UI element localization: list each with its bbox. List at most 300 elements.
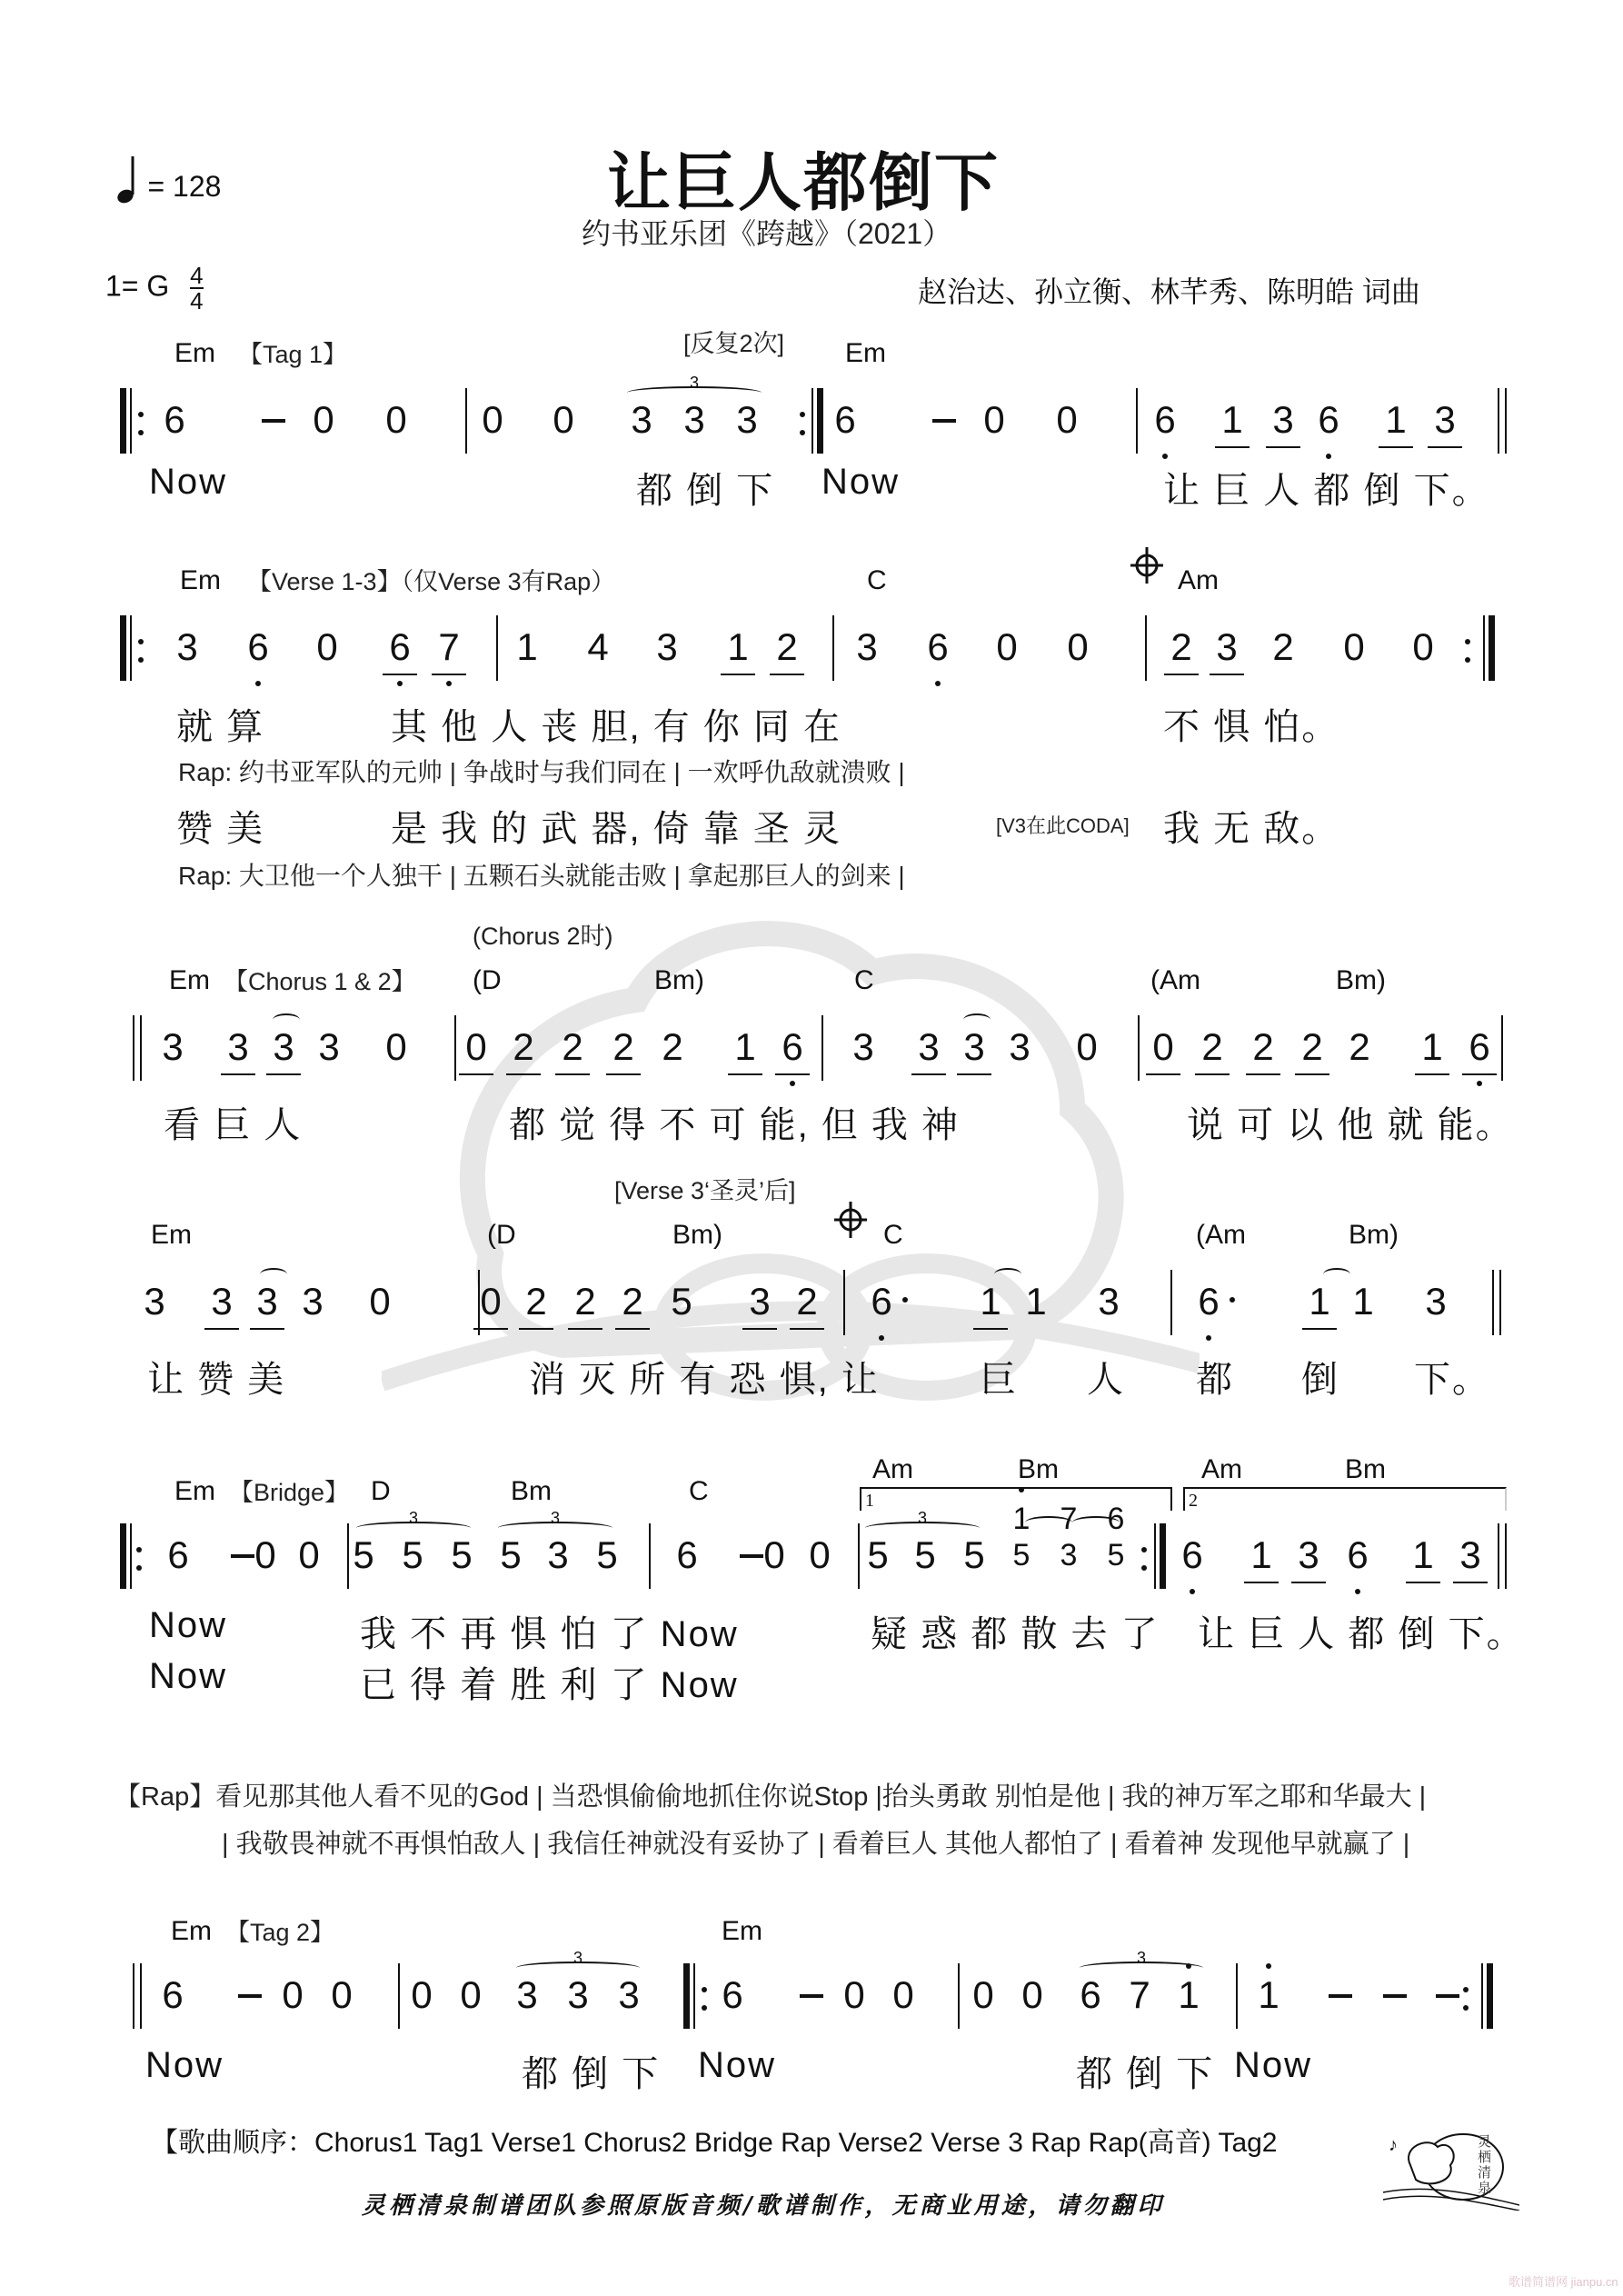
chord-label: Am — [1178, 565, 1219, 595]
lyric: Now — [149, 462, 228, 502]
repeat-dot-icon — [138, 639, 144, 644]
section-annotation: 【Verse 1-3】（仅Verse 3有Rap） — [247, 568, 616, 595]
note: 6 — [924, 624, 951, 670]
bar-line — [130, 1523, 132, 1589]
chord-label: C — [883, 1220, 903, 1250]
note: 3 — [1425, 1280, 1447, 1323]
tuplet-label: 3 — [1137, 1949, 1147, 1967]
lyric: 我 不 再 惧 怕 了 Now — [360, 1614, 739, 1654]
lyric: Now — [149, 1656, 228, 1696]
note: 1 — [1382, 397, 1409, 443]
note: 3 — [302, 1280, 324, 1323]
note: 3 — [144, 1280, 165, 1323]
lyric: 已 得 着 胜 利 了 Now — [360, 1665, 739, 1705]
eighth-underline — [742, 1328, 777, 1330]
tempo-value: = 128 — [147, 170, 222, 203]
note: 1 — [1175, 1972, 1202, 2018]
slur-icon — [1072, 1516, 1120, 1529]
lyric: 人 — [1087, 1360, 1125, 1400]
eighth-underline — [1406, 1582, 1440, 1583]
note: 0 — [282, 1973, 304, 2016]
bar-line — [1154, 1523, 1156, 1589]
repeat-dot-icon — [136, 1547, 142, 1552]
bar-line — [817, 388, 823, 454]
bar-line — [478, 1270, 480, 1335]
key-signature — [105, 264, 204, 313]
sustain-dash — [1329, 1994, 1352, 1998]
time-signature: $\frac{4}{4}$ — [190, 262, 204, 314]
eighth-underline — [506, 1073, 541, 1075]
note: 0 — [482, 398, 503, 441]
eighth-underline — [1215, 446, 1250, 448]
eighth-underline — [1244, 1582, 1279, 1583]
note: 1 — [977, 1279, 1004, 1324]
low-octave-dot — [1206, 1335, 1211, 1341]
note: 0 — [313, 398, 334, 441]
upper-voice-note: 6 — [1107, 1502, 1125, 1536]
eighth-underline — [721, 674, 755, 675]
slur-icon — [994, 1268, 1021, 1281]
note: 0 — [763, 1533, 785, 1576]
bar-line — [858, 1523, 860, 1589]
bar-line — [812, 388, 813, 454]
repeat-dot-icon — [702, 2005, 707, 2011]
note: 3 — [656, 625, 678, 668]
lyric: Now — [1234, 2045, 1313, 2085]
section-annotation: [反复2次] — [683, 330, 785, 357]
bar-line — [140, 1963, 142, 2029]
chord-label: (Am — [1150, 965, 1200, 995]
bar-line — [1138, 1015, 1140, 1081]
note: 5 — [353, 1533, 374, 1576]
low-octave-dot — [790, 1081, 795, 1086]
lyric: Now — [821, 462, 901, 502]
note: 2 — [1299, 1024, 1326, 1070]
repeat-dot-icon — [138, 430, 144, 435]
chord-label: Bm — [511, 1476, 552, 1506]
repeat-dot-icon — [800, 430, 805, 435]
upper-voice-note: 7 — [1060, 1502, 1078, 1536]
note: 3 — [1009, 1025, 1031, 1068]
note: 1 — [1352, 1280, 1374, 1323]
note: 2 — [773, 624, 801, 670]
bar-line — [1492, 1270, 1494, 1335]
bar-line — [1505, 388, 1507, 454]
note: 6 — [1315, 397, 1342, 443]
composers: 赵治达、孙立衡、林芊秀、陈明皓 词曲 — [918, 275, 1420, 308]
note: 0 — [1150, 1024, 1177, 1070]
eighth-underline — [606, 1073, 641, 1075]
note: 6 — [1195, 1279, 1222, 1324]
sustain-dash — [932, 419, 956, 423]
chord-label: (D — [487, 1220, 516, 1250]
note: 6 — [722, 1973, 743, 2016]
bar-line — [1501, 1015, 1503, 1081]
eighth-underline — [1462, 1073, 1497, 1075]
sustain-dash — [800, 1994, 823, 1998]
bar-line — [130, 388, 132, 454]
low-octave-dot — [1162, 454, 1168, 459]
tuplet-label: 3 — [690, 374, 700, 392]
note: 6 — [834, 398, 856, 441]
dotted-note-dot — [1230, 1297, 1235, 1303]
note: 0 — [254, 1533, 276, 1576]
note: 1 — [1219, 397, 1246, 443]
note: 3 — [270, 1024, 297, 1070]
note: 2 — [559, 1024, 586, 1070]
eighth-underline — [1210, 674, 1244, 675]
low-octave-dot — [397, 681, 403, 686]
repeat-dot-icon — [1141, 1565, 1147, 1571]
note: 3 — [516, 1973, 538, 2016]
eighth-underline — [1266, 446, 1300, 448]
repeat-dot-icon — [138, 412, 144, 417]
bar-line — [683, 1963, 690, 2029]
eighth-underline — [519, 1328, 553, 1330]
note: 3 — [162, 1025, 184, 1068]
note: 3 — [567, 1973, 589, 2016]
logo-text: 灵栖清泉 — [1478, 2134, 1492, 2196]
first-ending-label: 1 — [865, 1491, 874, 1511]
note: 1 — [1248, 1532, 1275, 1578]
song-order: 【歌曲顺序：Chorus1 Tag1 Verse1 Chorus2 Bridge Rap Verse2 Verse 3 Rap Rap(高音) Tag2 — [151, 2128, 1278, 2158]
chord-label: Bm) — [672, 1220, 722, 1250]
note: 2 — [1349, 1025, 1370, 1068]
lyric: Now — [145, 2045, 224, 2085]
note: 2 — [610, 1024, 637, 1070]
low-octave-dot — [1355, 1589, 1360, 1594]
eighth-underline — [383, 674, 417, 675]
note: 5 — [671, 1280, 692, 1323]
eighth-underline — [1379, 446, 1413, 448]
lyric: Now — [698, 2045, 777, 2085]
eighth-underline — [221, 1073, 255, 1075]
lyric: 都 倒 下 — [1076, 2054, 1215, 2094]
chord-label: Am — [872, 1454, 913, 1484]
chord-label: C — [854, 965, 874, 995]
chord-label: C — [689, 1476, 709, 1506]
note: 6 — [1179, 1532, 1206, 1578]
rap-lyric: Rap: 约书亚军队的元帅 | 争战时与我们同在 | 一欢呼仇敌就溃败 | — [178, 758, 905, 786]
note: 1 — [724, 624, 752, 670]
bar-line — [1487, 1963, 1493, 2029]
note: 0 — [1021, 1973, 1043, 2016]
lyric: 都 倒 下 — [522, 2054, 661, 2094]
bar-line — [398, 1963, 400, 2029]
chord-label: Em — [171, 1916, 212, 1946]
lyric: 让 巨 人 都 倒 下。 — [1198, 1614, 1525, 1654]
lyric: 疑 惑 都 散 去 了 — [871, 1614, 1160, 1654]
note: 0 — [385, 398, 407, 441]
note: 2 — [510, 1024, 537, 1070]
eighth-underline — [1146, 1073, 1180, 1075]
bar-line — [1498, 1523, 1499, 1589]
eighth-underline — [1415, 1073, 1449, 1075]
note: 6 — [162, 1973, 184, 2016]
lyric: 不 惧 怕。 — [1163, 707, 1340, 747]
note: 2 — [1272, 625, 1294, 668]
note: 5 — [963, 1533, 985, 1576]
lyric: 就 算 — [176, 707, 265, 747]
eighth-underline — [775, 1073, 810, 1075]
eighth-underline — [1164, 674, 1199, 675]
lyric: 都 觉 得 不 可 能, 但 我 神 — [509, 1105, 961, 1145]
note: 3 — [224, 1024, 252, 1070]
chord-label: Bm) — [654, 965, 704, 995]
key-label: 1= G — [105, 269, 170, 303]
high-octave-dot — [1266, 1963, 1271, 1969]
bar-line — [1170, 1270, 1172, 1335]
note: 6 — [244, 624, 272, 670]
note: 3 — [176, 625, 198, 668]
lyric: 其 他 人 丧 胆, 有 你 同 在 — [391, 707, 842, 747]
section-annotation: 【Tag 1】 — [238, 341, 348, 368]
song-subtitle: 约书亚乐团《跨越》（2021） — [582, 217, 952, 250]
lyric: 说 可 以 他 就 能。 — [1187, 1105, 1514, 1145]
note: 3 — [1098, 1280, 1120, 1323]
eighth-underline — [790, 1328, 824, 1330]
slur-icon — [260, 1268, 287, 1281]
lyric: 是 我 的 武 器, 倚 靠 圣 灵 — [391, 809, 842, 849]
note: 6 — [386, 624, 413, 670]
tempo-marking — [115, 155, 221, 204]
note: 0 — [809, 1533, 831, 1576]
eighth-underline — [1291, 1582, 1326, 1583]
note: 2 — [1168, 624, 1195, 670]
chord-label: Am — [1201, 1454, 1242, 1484]
repeat-dot-icon — [1141, 1547, 1147, 1552]
note: 5 — [402, 1533, 423, 1576]
sustain-dash — [1383, 1994, 1407, 1998]
note: 2 — [523, 1279, 550, 1324]
bar-line — [454, 1015, 456, 1081]
note: 0 — [385, 1025, 407, 1068]
eighth-underline — [432, 674, 466, 675]
note: 5 — [1107, 1538, 1125, 1572]
eighth-underline — [1195, 1073, 1230, 1075]
bar-line — [1236, 1963, 1238, 2029]
note: 0 — [369, 1280, 391, 1323]
note: 0 — [996, 625, 1018, 668]
note: 1 — [1025, 1280, 1047, 1323]
note: 7 — [1129, 1973, 1150, 2016]
low-octave-dot — [446, 681, 452, 686]
bar-line — [832, 615, 834, 681]
repeat-dot-icon — [800, 412, 805, 417]
eighth-underline — [957, 1073, 991, 1075]
bar-line — [1505, 1523, 1507, 1589]
note: 6 — [779, 1024, 806, 1070]
lyric: 赞 美 — [176, 809, 265, 849]
eighth-underline — [459, 1073, 493, 1075]
lyric: 让 赞 美 — [147, 1360, 286, 1400]
lyric: 消 灭 所 有 恐 惧, 让 — [529, 1360, 880, 1400]
repeat-dot-icon — [138, 657, 144, 663]
chord-label: Bm — [1018, 1454, 1059, 1484]
chord-label: Em — [174, 1476, 215, 1506]
note: 1 — [1255, 1972, 1282, 2018]
chord-label: Bm) — [1336, 965, 1386, 995]
sustain-dash — [1436, 1994, 1459, 1998]
slur-icon — [1323, 1268, 1350, 1281]
eighth-underline — [973, 1328, 1008, 1330]
sustain-dash — [238, 1994, 262, 1998]
copyright-note: 灵栖清泉制谱团队参照原版音频/歌谱制作，无商业用途，请勿翻印 — [362, 2192, 1165, 2220]
low-octave-dot — [1190, 1589, 1195, 1594]
bar-line — [1489, 615, 1495, 681]
note: 0 — [1056, 398, 1078, 441]
note: 3 — [1457, 1532, 1484, 1578]
chord-label: (D — [473, 965, 502, 995]
low-octave-dot — [1477, 1081, 1482, 1086]
upper-voice-note: 1 — [1008, 1496, 1035, 1542]
bar-line — [1498, 388, 1499, 454]
slur-icon — [963, 1013, 991, 1026]
site-watermark: 歌谱简谱网 jianpu.cn — [1508, 2275, 1618, 2289]
note: 2 — [793, 1279, 821, 1324]
note: 3 — [746, 1279, 773, 1324]
note: 0 — [316, 625, 338, 668]
bar-line — [843, 1270, 845, 1335]
bar-line — [1499, 1270, 1501, 1335]
note: 3 — [631, 398, 652, 441]
tuplet-label: 3 — [551, 1509, 561, 1527]
note: 6 — [1151, 397, 1179, 443]
chord-label: Em — [151, 1220, 192, 1250]
lyric: 我 无 敌。 — [1163, 809, 1340, 849]
tuplet-label: 3 — [573, 1949, 583, 1967]
note: 1 — [732, 1024, 759, 1070]
lingqi-logo — [1383, 2129, 1519, 2211]
eighth-underline — [770, 674, 804, 675]
note: 5 — [500, 1533, 522, 1576]
note: 5 — [451, 1533, 473, 1576]
note: 3 — [618, 1973, 640, 2016]
sheep-logo-icon — [1383, 2129, 1519, 2211]
note: 3 — [208, 1279, 235, 1324]
note: 2 — [1250, 1024, 1277, 1070]
repeat-dot-icon — [1465, 639, 1470, 644]
eighth-underline — [1428, 446, 1462, 448]
section-annotation: 【Chorus 1 & 2】 — [224, 968, 416, 995]
note: 0 — [477, 1279, 504, 1324]
note: 2 — [572, 1279, 599, 1324]
note: 1 — [1409, 1532, 1437, 1578]
bar-line — [821, 1015, 823, 1081]
note: 0 — [983, 398, 1005, 441]
rap-lyric: Rap: 大卫他一个人独干 | 五颗石头就能击败 | 拿起那巨人的剑来 | — [178, 862, 905, 890]
note: 3 — [961, 1024, 988, 1070]
note: 3 — [915, 1024, 942, 1070]
note: 0 — [892, 1973, 914, 2016]
note: 2 — [1199, 1024, 1226, 1070]
note: 5 — [596, 1533, 618, 1576]
note: 5 — [867, 1533, 889, 1576]
chord-label: C — [867, 565, 887, 595]
eighth-underline — [615, 1328, 650, 1330]
eighth-underline — [555, 1073, 590, 1075]
note: 1 — [516, 625, 538, 668]
eighth-underline — [1246, 1073, 1280, 1075]
note: 2 — [619, 1279, 646, 1324]
note: 4 — [587, 625, 609, 668]
note: 0 — [331, 1973, 353, 2016]
note: 6 — [868, 1279, 895, 1324]
note: 3 — [683, 398, 705, 441]
section-annotation: [Verse 3‘圣灵’后] — [614, 1177, 796, 1204]
chord-label: Em — [845, 338, 886, 368]
bar-line — [465, 388, 467, 454]
note: 3 — [318, 1025, 340, 1068]
note: 0 — [463, 1024, 490, 1070]
eighth-underline — [911, 1073, 946, 1075]
note: 6 — [167, 1533, 189, 1576]
first-ending-bracket — [860, 1487, 1172, 1511]
bar-line — [496, 615, 498, 681]
bar-line — [133, 1015, 134, 1081]
chord-label: Em — [174, 338, 215, 368]
note: 0 — [1343, 625, 1365, 668]
lyric: Now — [149, 1605, 228, 1645]
note: 0 — [553, 398, 574, 441]
note: 6 — [1466, 1024, 1493, 1070]
bar-line — [649, 1523, 651, 1589]
note: 3 — [1213, 624, 1240, 670]
eighth-underline — [204, 1328, 239, 1330]
rap-line-1: 【Rap】看见那其他人看不见的God | 当恐惧偷偷地抓住你说Stop |抬头勇敢 别怕是他 | 我的神万军之耶和华最大 | — [115, 1782, 1427, 1812]
tuplet-label: 3 — [918, 1509, 928, 1527]
note: 0 — [972, 1973, 994, 2016]
sustain-dash — [262, 419, 285, 423]
note: 3 — [254, 1279, 281, 1324]
lyric: 巨 — [980, 1360, 1018, 1400]
bar-line — [693, 1963, 695, 2029]
eighth-underline — [266, 1073, 301, 1075]
chord-label: Bm) — [1349, 1220, 1399, 1250]
lyric: 倒 — [1301, 1360, 1339, 1400]
bar-line — [120, 388, 126, 454]
note: 0 — [1076, 1025, 1098, 1068]
eighth-underline — [250, 1328, 284, 1330]
song-title: 让巨人都倒下 — [607, 145, 1000, 220]
lyric: 让 巨 人 都 倒 下。 — [1163, 471, 1490, 511]
dotted-note-dot — [902, 1297, 908, 1303]
note: 6 — [164, 398, 185, 441]
bar-line — [1145, 615, 1147, 681]
note: 0 — [1412, 625, 1434, 668]
repeat-dot-icon — [136, 1565, 142, 1571]
chord-label: Em — [180, 565, 221, 595]
second-ending-bracket — [1183, 1487, 1507, 1511]
note: 1 — [1419, 1024, 1446, 1070]
note: 3 — [1431, 397, 1459, 443]
eighth-underline — [1295, 1073, 1329, 1075]
repeat-dot-icon — [1463, 2005, 1469, 2011]
bar-line — [958, 1963, 960, 2029]
lyric: 看 巨 人 — [164, 1105, 303, 1145]
note: 1 — [1306, 1279, 1333, 1324]
bar-line — [130, 615, 132, 681]
note: 3 — [1270, 397, 1297, 443]
section-annotation: (Chorus 2时) — [473, 923, 613, 950]
eighth-underline — [1302, 1328, 1337, 1330]
note: 0 — [1067, 625, 1089, 668]
lyric: 下。 — [1414, 1360, 1490, 1400]
chord-label: Em — [169, 965, 210, 995]
bar-line — [133, 1963, 134, 2029]
bar-line — [1481, 1963, 1483, 2029]
quarter-note-icon — [115, 155, 138, 204]
